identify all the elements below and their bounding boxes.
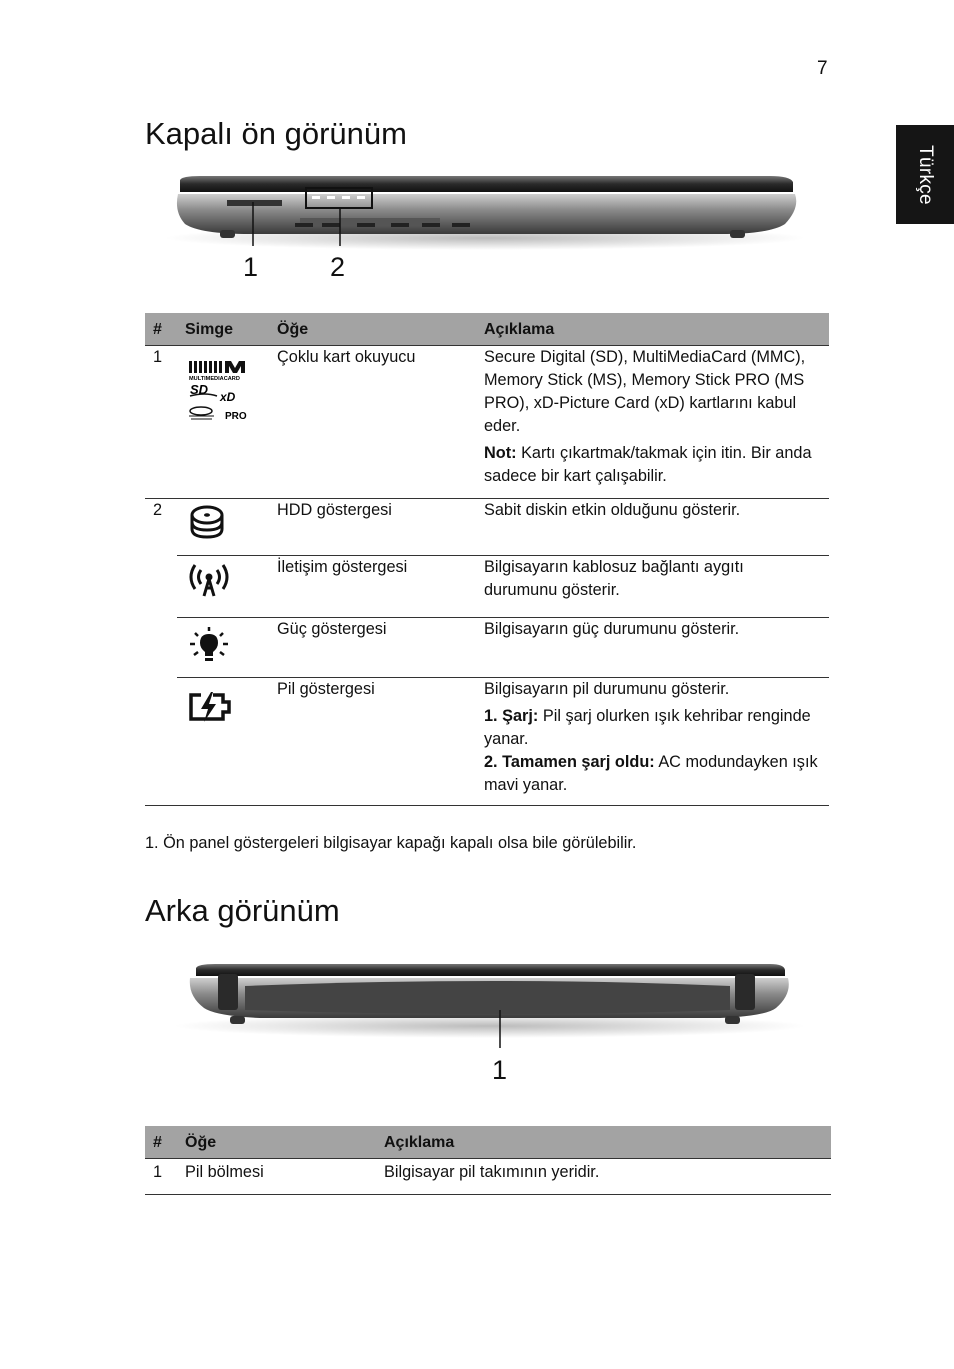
header-number: #	[145, 1126, 177, 1159]
row-description: Bilgisayar pil takımının yeridir.	[384, 1163, 600, 1181]
laptop-rear-view-illustration	[170, 960, 810, 1050]
xd-logo-text: xD	[220, 390, 236, 404]
header-description: Açıklama	[376, 1126, 831, 1159]
table-row	[145, 346, 829, 499]
power-icon	[189, 626, 229, 666]
header-number: #	[145, 313, 177, 346]
row-description: Bilgisayarın kablosuz bağlantı aygıtı durumunu gösterir.	[484, 557, 744, 599]
laptop-front-view-illustration	[160, 168, 810, 258]
row-description: Secure Digital (SD), MultiMediaCard (MMC), Memory Stick (MS), Memory Stick PRO (MS PRO), xD-Picture Card (xD) kartlarını kabul eder.	[484, 348, 806, 435]
row-item: Pil bölmesi	[185, 1163, 264, 1181]
row-step-2	[484, 751, 821, 797]
row-item: İletişim göstergesi	[277, 557, 408, 576]
front-section-title: Kapalı ön görünüm	[145, 116, 407, 151]
row-number: 1	[153, 348, 163, 366]
note-label: Not:	[484, 444, 517, 462]
header-description: Açıklama	[476, 313, 829, 346]
table-row	[145, 677, 829, 806]
front-components-table	[145, 313, 829, 806]
row-item: Güç göstergesi	[277, 619, 387, 638]
language-tab	[896, 125, 954, 224]
table-row	[145, 555, 829, 617]
row-number: 1	[153, 1163, 163, 1181]
row-step-1	[484, 705, 821, 751]
row-description: Sabit diskin etkin olduğunu gösterir.	[484, 501, 741, 519]
footnote: 1. Ön panel göstergeleri bilgisayar kapağı kapalı olsa bile görülebilir.	[145, 834, 637, 852]
header-item: Öğe	[269, 313, 476, 346]
pro-logo-text: PRO	[225, 411, 247, 422]
language-tab-label: Türkçe	[915, 144, 936, 205]
rear-callout-1: 1	[492, 1055, 508, 1085]
row-item: HDD göstergesi	[277, 501, 392, 519]
table-header-row	[145, 1126, 831, 1159]
step-2-text: AC modundayken ışık mavi yanar.	[484, 752, 818, 794]
front-callout-2: 2	[330, 252, 346, 282]
step-2-label: 2. Tamamen şarj oldu:	[484, 752, 655, 771]
note-text: Kartı çıkartmak/takmak için itin. Bir anda sadece bir kart çalışabilir.	[484, 444, 812, 485]
hdd-icon	[187, 503, 227, 543]
step-1-text: Pil şarj olurken ışık kehribar renginde yanar.	[484, 706, 811, 748]
table-header-row	[145, 313, 829, 346]
wireless-icon	[185, 562, 233, 602]
table-row	[145, 1159, 831, 1195]
header-item: Öğe	[177, 1126, 376, 1159]
rear-section-title: Arka görünüm	[145, 893, 340, 928]
front-callout-1: 1	[243, 252, 259, 282]
row-item: Pil göstergesi	[277, 679, 375, 698]
table-row	[145, 617, 829, 677]
battery-icon	[187, 690, 235, 724]
row-description: Bilgisayarın güç durumunu gösterir.	[484, 619, 740, 638]
header-icon: Simge	[177, 313, 269, 346]
row-description: Bilgisayarın pil durumunu gösterir.	[484, 679, 730, 698]
row-item: Çoklu kart okuyucu	[277, 348, 416, 366]
mmc-logo-text: MULTIMEDIACARD	[189, 376, 240, 382]
table-row	[145, 499, 829, 556]
rear-components-table	[145, 1126, 831, 1195]
page-number: 7	[817, 58, 828, 79]
sd-logo-text: SD	[190, 382, 209, 397]
row-note	[484, 442, 821, 488]
card-reader-logos-icon	[187, 359, 251, 423]
row-number: 2	[153, 501, 163, 519]
step-1-label: 1. Şarj:	[484, 706, 539, 725]
